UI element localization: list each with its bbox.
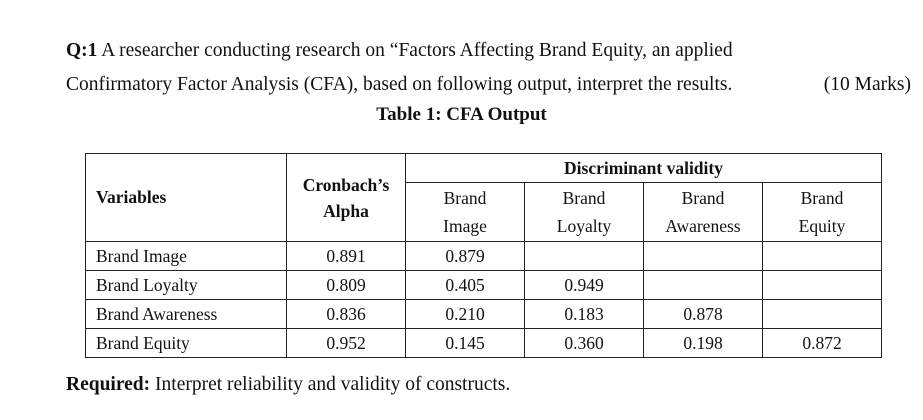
question-number: Q:1 xyxy=(66,40,98,61)
required-instruction xyxy=(66,374,510,396)
row-brand-equity-value: 0.872 xyxy=(763,329,882,358)
row-variable-name: Brand Awareness xyxy=(86,300,287,329)
question-text xyxy=(66,34,911,102)
header-alpha-line-1: Cronbach’s xyxy=(302,174,390,195)
table-caption: Table 1: CFA Output xyxy=(376,104,547,125)
row-brand-image-value: 0.145 xyxy=(406,329,525,358)
row-brand-loyalty-value: 0.360 xyxy=(525,329,644,358)
table-row xyxy=(86,271,882,300)
header-brand-image xyxy=(406,183,525,242)
header-brand-loyalty-line-2: Loyalty xyxy=(556,216,612,236)
row-brand-image-value: 0.210 xyxy=(406,300,525,329)
header-brand-loyalty-line-1: Brand xyxy=(562,188,606,208)
row-brand-loyalty-value: 0.949 xyxy=(525,271,644,300)
header-brand-equity-line-1: Brand xyxy=(800,188,844,208)
row-brand-image-value: 0.405 xyxy=(406,271,525,300)
row-brand-awareness-value: 0.878 xyxy=(644,300,763,329)
row-brand-equity-value xyxy=(763,242,882,271)
header-brand-equity xyxy=(763,183,882,242)
row-brand-loyalty-value xyxy=(525,242,644,271)
header-discriminant-validity: Discriminant validity xyxy=(406,154,882,183)
header-brand-awareness xyxy=(644,183,763,242)
header-variables: Variables xyxy=(86,154,287,242)
row-alpha-value: 0.809 xyxy=(287,271,406,300)
question-marks: (10 Marks) xyxy=(823,74,911,95)
table-row xyxy=(86,242,882,271)
cfa-output-table xyxy=(85,153,882,358)
row-brand-equity-value xyxy=(763,271,882,300)
row-variable-name: Brand Loyalty xyxy=(86,271,287,300)
question-line-1: A researcher conducting research on “Factors Affecting Brand Equity, an applied xyxy=(97,40,733,61)
header-brand-awareness-line-1: Brand xyxy=(681,188,725,208)
header-brand-image-line-1: Brand xyxy=(443,188,487,208)
required-text: Interpret reliability and validity of constructs. xyxy=(150,374,511,395)
row-brand-loyalty-value: 0.183 xyxy=(525,300,644,329)
table-row xyxy=(86,329,882,358)
row-brand-awareness-value xyxy=(644,242,763,271)
row-brand-awareness-value: 0.198 xyxy=(644,329,763,358)
row-alpha-value: 0.952 xyxy=(287,329,406,358)
row-variable-name: Brand Image xyxy=(86,242,287,271)
table-row xyxy=(86,300,882,329)
header-brand-equity-line-2: Equity xyxy=(798,216,846,236)
required-label: Required: xyxy=(66,374,151,395)
row-brand-awareness-value xyxy=(644,271,763,300)
row-brand-image-value: 0.879 xyxy=(406,242,525,271)
table-header-row-1 xyxy=(86,154,882,183)
row-brand-equity-value xyxy=(763,300,882,329)
header-brand-awareness-line-2: Awareness xyxy=(665,216,741,236)
header-brand-loyalty xyxy=(525,183,644,242)
header-cronbach-alpha xyxy=(287,154,406,242)
header-brand-image-line-2: Image xyxy=(443,216,487,236)
question-line-2: Confirmatory Factor Analysis (CFA), based on following output, interpret the results. xyxy=(66,74,733,95)
header-alpha-line-2: Alpha xyxy=(323,200,369,221)
row-alpha-value: 0.836 xyxy=(287,300,406,329)
row-alpha-value: 0.891 xyxy=(287,242,406,271)
row-variable-name: Brand Equity xyxy=(86,329,287,358)
